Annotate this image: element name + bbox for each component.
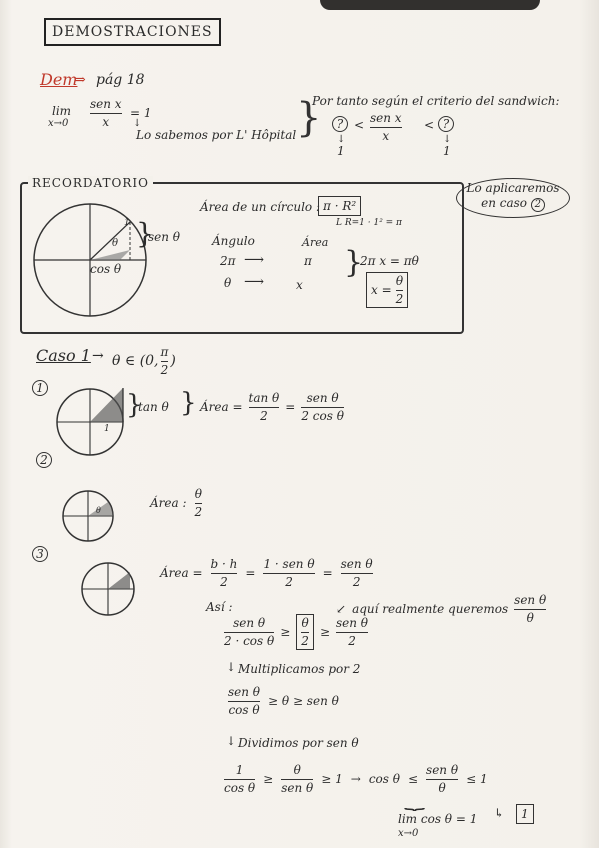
item2-area-label: Área : <box>150 496 187 511</box>
item1-circle-diagram <box>54 384 134 458</box>
row2-right: x <box>296 278 303 292</box>
ineq-ge2: ≥ <box>319 625 330 640</box>
item3-area-eq <box>160 558 373 588</box>
item1-area-label: Área = <box>200 400 243 415</box>
sandwich-num: sen x <box>370 111 402 125</box>
item2-num1: θ <box>194 487 202 501</box>
l3-arrow: → <box>350 772 361 787</box>
lim-cos: lim cos θ = 1 <box>398 812 478 826</box>
result-box: 1 <box>516 804 534 824</box>
item3-note-num: sen θ <box>514 593 547 607</box>
item3-n2: 1 · sen θ <box>263 557 315 571</box>
item3-circle-diagram <box>78 560 142 618</box>
note-bubble <box>456 178 570 218</box>
area-r1-note: L R=1 · 1² = π <box>336 218 402 228</box>
item2-den1: 2 <box>194 504 203 519</box>
ineq-d3: 2 <box>348 633 356 648</box>
l3-n3: sen θ <box>426 763 459 777</box>
l3-d2: sen θ <box>281 780 314 795</box>
item1-number: 1 <box>32 380 48 396</box>
rule-eq2-den: 2 <box>395 291 404 306</box>
item3-area-label: Área = <box>160 566 203 581</box>
sandwich-right-arrow: ↓ <box>443 134 452 145</box>
area-circle-formula: π · R² <box>318 196 361 216</box>
cos-label: cos θ <box>90 262 122 276</box>
item3-note-text: aquí realmente queremos <box>352 602 509 617</box>
div-arrow: ↓ <box>226 734 237 748</box>
item2-number: 2 <box>36 452 52 468</box>
sandwich-right-q: ? <box>438 116 454 132</box>
l3-ge2: ≥ 1 <box>321 772 343 787</box>
sandwich-den: x <box>382 128 390 143</box>
ineq-n3: sen θ <box>336 616 369 630</box>
recordatorio-label: RECORDATORIO <box>28 176 153 190</box>
caso1-close: ) <box>170 353 176 370</box>
l2-den: cos θ <box>228 702 260 717</box>
sandwich-left-val: 1 <box>337 144 345 158</box>
underbrace: ⏟ <box>404 791 426 810</box>
line3-eq <box>224 764 488 794</box>
row2-arrow: ⟶ <box>244 274 265 290</box>
limit-lim: lim <box>52 104 72 118</box>
l3-ge1: ≥ <box>263 772 274 787</box>
item3-eq1: = <box>245 566 256 581</box>
item1-one: 1 <box>104 424 110 434</box>
lhopital-note: Lo sabemos por L' Hôpital <box>136 128 297 142</box>
result-arrow: ↳ <box>494 806 505 820</box>
ineq-d2: 2 <box>301 633 309 648</box>
bubble-num: 2 <box>531 198 545 212</box>
rule-eq2-num: θ <box>395 274 404 288</box>
item3-d1: 2 <box>220 574 228 589</box>
dem-arrow: ⇒ <box>74 72 86 88</box>
row1-arrow: ⟶ <box>244 252 265 268</box>
item1-eq: = <box>285 400 296 415</box>
sandwich-left-q: ? <box>332 116 348 132</box>
ineq-d1: 2 · cos θ <box>224 633 275 648</box>
caso1-condition <box>112 346 176 376</box>
caso1-arrow: → <box>92 348 104 364</box>
bubble-line2: en caso <box>481 196 528 210</box>
one-label: 1 <box>124 218 130 228</box>
page-ref: pág 18 <box>96 72 145 88</box>
item3-d2: 2 <box>285 574 293 589</box>
caso1-pi: π <box>160 345 169 359</box>
item1-tan-label: tan θ <box>138 400 169 414</box>
l3-d1: cos θ <box>224 780 256 795</box>
theta-label: θ <box>112 238 119 249</box>
caso1-cond: θ ∈ (0, <box>112 353 159 370</box>
item1-brace2: } <box>180 388 197 418</box>
l3-cos: cos θ <box>368 772 400 787</box>
rule-eq1: 2π x = πθ <box>360 254 419 268</box>
sandwich-lt1: < <box>354 118 365 132</box>
sandwich-text: Por tanto según el criterio del sandwich: <box>312 94 560 108</box>
dem-label: Dem <box>40 70 78 89</box>
area-circle-text: Área de un círculo : <box>200 200 321 214</box>
rule-brace: } <box>344 245 364 280</box>
item1-den2: 2 cos θ <box>301 408 344 423</box>
rule-eq2-left: x = <box>371 283 392 298</box>
limit-den: x <box>102 114 110 129</box>
limit-fraction <box>90 98 122 128</box>
item1-num2: sen θ <box>306 391 339 405</box>
lim-cos-sub: x→0 <box>398 828 419 839</box>
item1-area-eq <box>200 392 344 422</box>
item3-n3: sen θ <box>340 557 373 571</box>
sandwich-right-val: 1 <box>443 144 451 158</box>
line2-eq <box>228 686 339 716</box>
l3-n1: 1 <box>235 763 244 777</box>
area-label: Área <box>302 236 329 249</box>
item3-d3: 2 <box>352 574 361 589</box>
brace-right: } <box>296 95 322 141</box>
l3-le2: ≤ 1 <box>466 772 488 787</box>
l2-rest: ≥ θ ≥ sen θ <box>268 694 339 709</box>
item1-num1: tan θ <box>248 391 280 405</box>
l3-le1: ≤ <box>407 772 419 787</box>
div-text: Dividimos por sen θ <box>238 736 359 750</box>
rule-eq2-box <box>366 272 408 308</box>
caso1-two: 2 <box>160 362 169 377</box>
limit-down-arrow: ↓ <box>133 118 142 129</box>
asi-label: Así : <box>206 600 233 614</box>
item3-eq2: = <box>322 566 333 581</box>
ineq-n1: sen θ <box>233 616 266 630</box>
angulo-label: Ángulo <box>212 234 255 248</box>
limit-eq: = 1 <box>130 106 152 120</box>
mult-text: Multiplicamos por 2 <box>238 662 361 676</box>
item1-den1: 2 <box>260 408 268 423</box>
item2-circle-diagram <box>60 488 120 544</box>
limit-num: sen x <box>90 97 122 111</box>
row1-left: 2π <box>220 254 236 268</box>
item2-theta: θ <box>96 506 101 515</box>
item1-tan-brace: } <box>126 390 143 420</box>
sen-label: sen θ <box>148 230 181 244</box>
ineq-ge1: ≥ <box>280 625 291 640</box>
limit-sub: x→0 <box>48 118 69 129</box>
item2-area-eq <box>150 488 202 518</box>
sandwich-left-arrow: ↓ <box>337 134 346 145</box>
sandwich-lt2: < <box>424 118 435 132</box>
mult-arrow: ↓ <box>226 660 237 674</box>
bubble-line1: Lo aplicaremos <box>466 181 560 195</box>
row1-right: π <box>304 254 312 268</box>
caso1-label: Caso 1 <box>36 346 91 365</box>
ineq-n2: θ <box>301 616 309 630</box>
page-title: DEMOSTRACIONES <box>44 18 221 46</box>
row2-left: θ <box>224 276 232 290</box>
item3-note-den: θ <box>526 610 534 625</box>
sen-brace: } <box>136 217 154 250</box>
l2-num: sen θ <box>228 685 261 699</box>
item3-number: 3 <box>32 546 48 562</box>
item3-n1: b · h <box>210 557 238 571</box>
item3-note: ↙ aquí realmente queremos $\frac{\text{sen θ}}{\theta}$ <box>336 593 547 625</box>
l3-d3: θ <box>438 780 446 795</box>
l3-n2: θ <box>293 763 301 777</box>
